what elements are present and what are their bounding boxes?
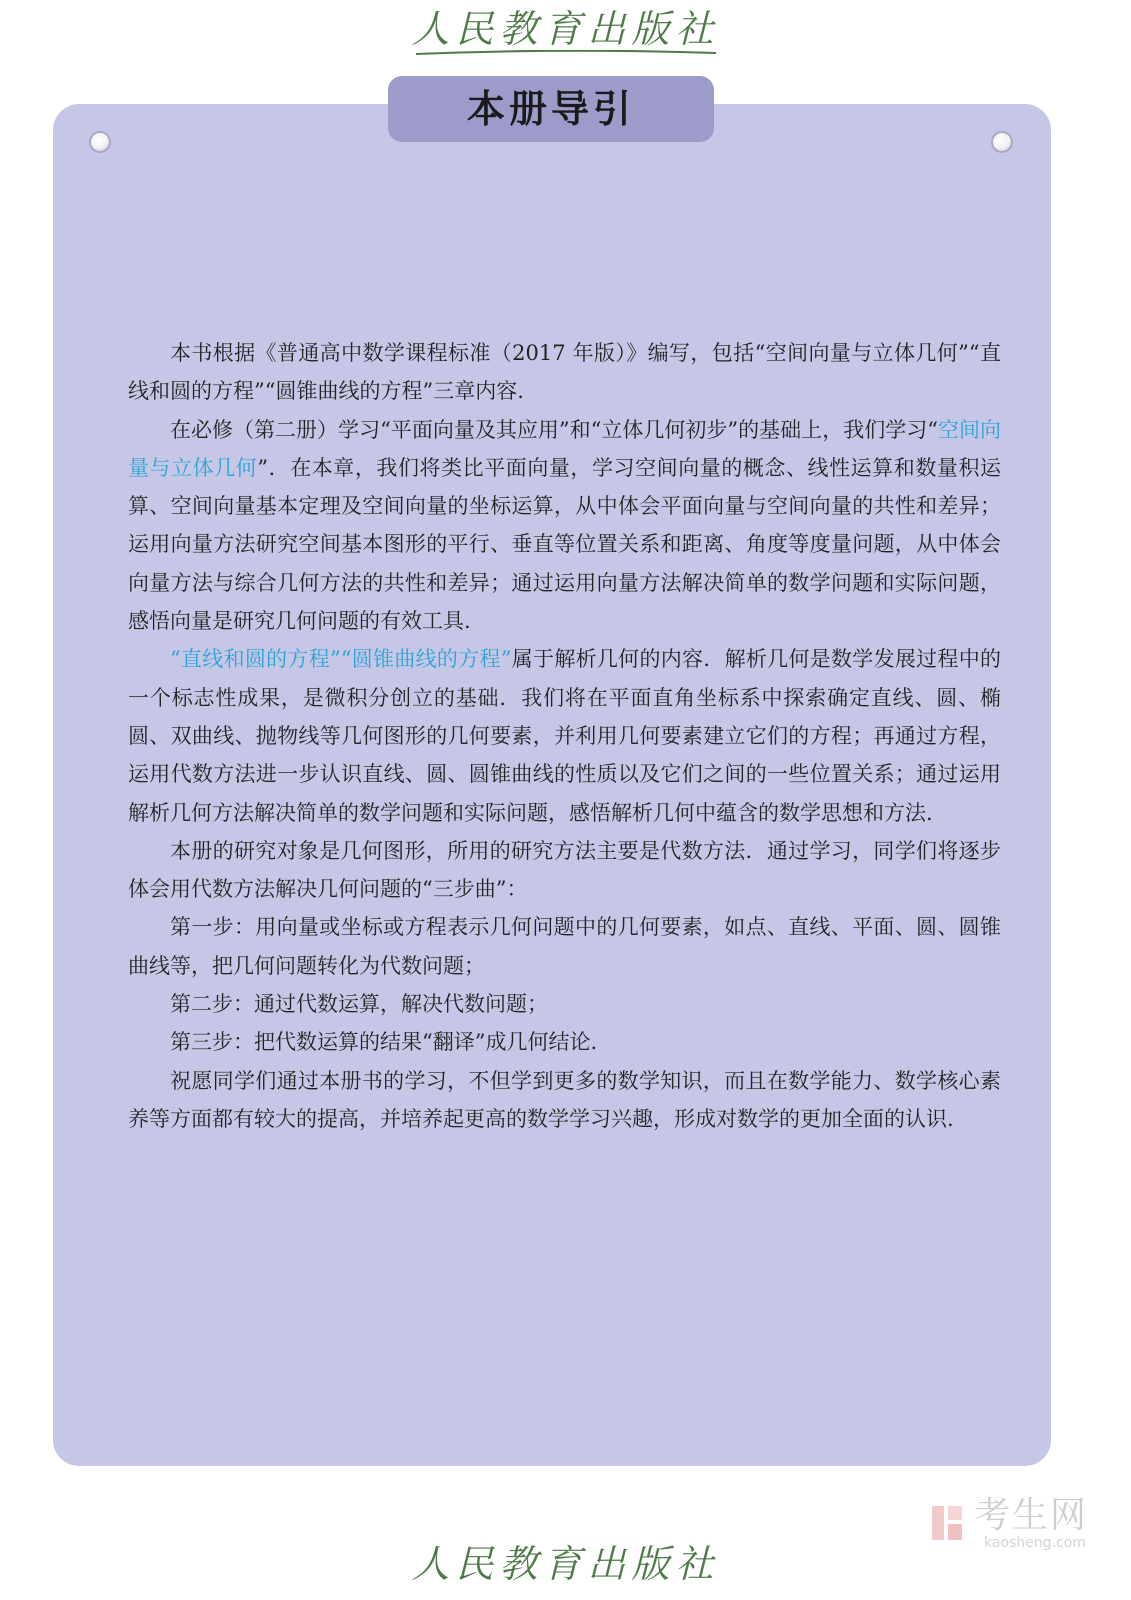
binder-hole-left-icon xyxy=(89,131,111,153)
publisher-logo-text-bottom: 人民教育出版社 xyxy=(411,1542,720,1586)
paragraph-8: 祝愿同学们通过本册书的学习，不但学到更多的数学知识，而且在数学能力、数学核心素养等方面都有较大的提高，并培养起更高的数学学习兴趣，形成对数学的更加全面的认识. xyxy=(128,1068,1001,1131)
chapter-highlight-analytic: “直线和圆的方程”“圆锥曲线的方程” xyxy=(170,647,512,672)
paragraph-2: 在必修（第二册）学习“平面向量及其应用”和“立体几何初步”的基础上，我们学习“空间向量与立体几何”．在本章，我们将类比平面向量，学习空间向量的概念、线性运算和数量积运算、空间向量基本定理及空间向量的坐标运算，从中体会平面向量与空间向量的共性和差异；运用向量方法研究空间基本图形的平行、垂直等位置关系和距离、角度等度量问题，从中体会向量方法与综合几何方法的共性和差异；通过运用向量方法解决简单的数学问题和实际问题，感悟向量是研究几何问题的有效工具. xyxy=(128,417,1002,634)
publisher-logo-text-top: 人民教育出版社 xyxy=(411,7,720,51)
chapter-highlight-vectors: 空间向量与立体几何 xyxy=(128,417,1001,480)
paragraph-5: 第一步：用向量或坐标或方程表示几何问题中的几何要素，如点、直线、平面、圆、圆锥曲线等，把几何问题转化为代数问题； xyxy=(128,915,1001,978)
binder-hole-right-icon xyxy=(991,131,1013,153)
watermark-url: kaosheng.com xyxy=(984,1535,1086,1551)
watermark xyxy=(930,1495,1120,1558)
page-title: 本册导引 xyxy=(466,87,635,131)
publisher-logo-top xyxy=(0,7,1131,56)
paragraph-1: 本书根据《普通高中数学课程标准（2017 年版）》编写，包括“空间向量与立体几何”“直线和圆的方程”“圆锥曲线的方程”三章内容. xyxy=(128,341,1001,404)
paragraph-4: 本册的研究对象是几何图形，所用的研究方法主要是代数方法．通过学习，同学们将逐步体会用代数方法解决几何问题的“三步曲”： xyxy=(128,838,1001,902)
intro-text xyxy=(128,334,1001,1138)
paragraph-7: 第三步：把代数运算的结果“翻译”成几何结论. xyxy=(170,1030,598,1055)
page-title-tab xyxy=(388,76,714,142)
paragraph-3: “直线和圆的方程”“圆锥曲线的方程”属于解析几何的内容．解析几何是数学发展过程中的一个标志性成果，是微积分创立的基础．我们将在平面直角坐标系中探索确定直线、圆、椭圆、双曲线、抛物线等几何图形的几何要素，并利用几何要素建立它们的方程；再通过方程，运用代数方法进一步认识直线、圆、圆锥曲线的性质以及它们之间的一些位置关系；通过运用解析几何方法解决简单的数学问题和实际问题，感悟解析几何中蕴含的数学思想和方法. xyxy=(128,647,1001,825)
paragraph-6: 第二步：通过代数运算，解决代数问题； xyxy=(170,992,548,1017)
watermark-logo-icon xyxy=(930,1504,964,1542)
watermark-title: 考生网 xyxy=(974,1495,1089,1536)
